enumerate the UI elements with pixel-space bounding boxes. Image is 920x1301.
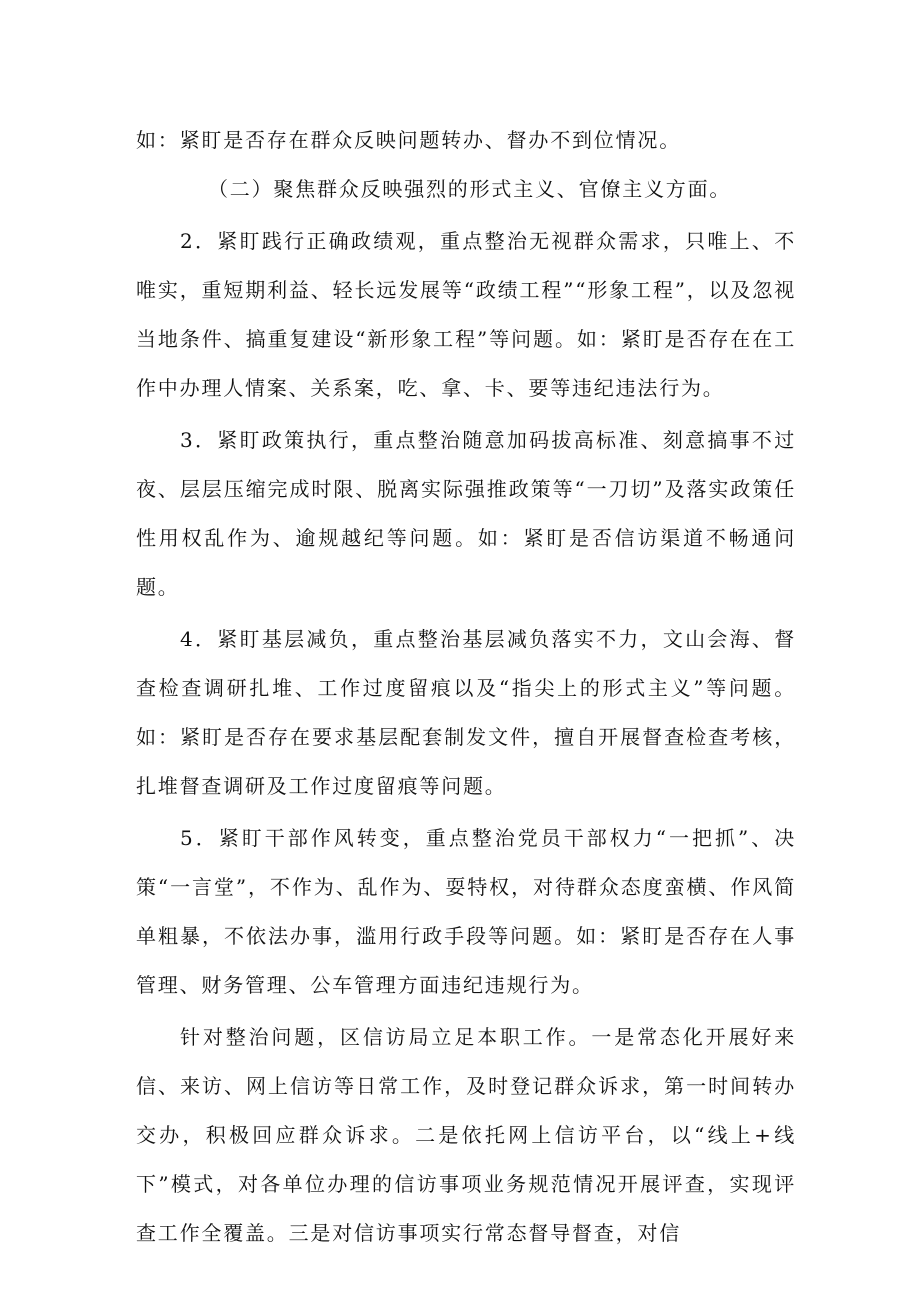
- document-body: [136, 116, 796, 1258]
- paragraph-summary: 针对整治问题，区信访局立足本职工作。一是常态化开展好来信、来访、网上信访等日常工作，及时登记群众诉求，第一时间转办交办，积极回应群众诉求。二是依托网上信访平台，以“线上+线下”模式，对各单位办理的信访事项业务规范情况开展评查，实现评查工作全覆盖。三是对信访事项实行常态督导督查，对信: [136, 1025, 796, 1245]
- section-heading: （二）聚焦群众反映强烈的形式主义、官僚主义方面。: [208, 177, 732, 201]
- paragraph-item-2: 2．紧盯践行正确政绩观，重点整治无视群众需求，只唯上、不唯实，重短期利益、轻长远发展等“政绩工程”“形象工程”，以及忽视当地条件、搞重复建设“新形象工程”等问题。如：紧盯是否存在在工作中办理人情案、关系案，吃、拿、卡、要等违纪违法行为。: [136, 229, 796, 400]
- paragraph-item-5: 5．紧盯干部作风转变，重点整治党员干部权力“一把抓”、决策“一言堂”，不作为、乱作为、耍特权，对待群众态度蛮横、作风简单粗暴，不依法办事，滥用行政手段等问题。如：紧盯是否存在人事管理、财务管理、公车管理方面违纪违规行为。: [136, 826, 796, 997]
- paragraph-item-4: 4．紧盯基层减负，重点整治基层减负落实不力，文山会海、督查检查调研扎堆、工作过度留痕以及“指尖上的形式主义”等问题。如：紧盯是否存在要求基层配套制发文件，擅自开展督查检查考核，扎堆督查调研及工作过度留痕等问题。: [136, 627, 796, 798]
- paragraph-item-3: 3．紧盯政策执行，重点整治随意加码拔高标准、刻意搞事不过夜、层层压缩完成时限、脱离实际强推政策等“一刀切”及落实政策任性用权乱作为、逾规越纪等问题。如：紧盯是否信访渠道不畅通问题。: [136, 428, 796, 599]
- paragraph-continuation: 如：紧盯是否存在群众反映问题转办、督办不到位情况。: [136, 128, 681, 152]
